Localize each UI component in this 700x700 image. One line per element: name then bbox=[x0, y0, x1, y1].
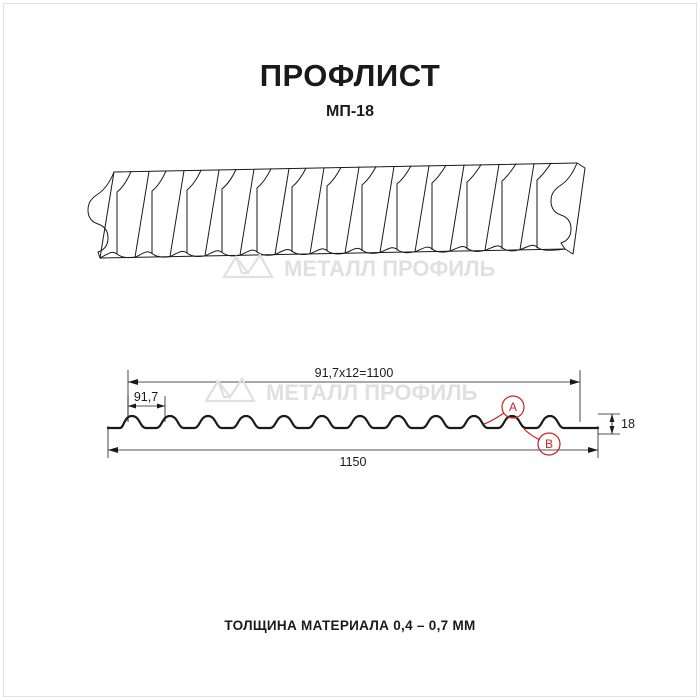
dimension-bottom-total: 1150 bbox=[339, 455, 367, 469]
profiled-sheet-cross-section bbox=[90, 352, 635, 482]
page-title: ПРОФЛИСТ bbox=[259, 58, 441, 93]
dimension-height: 18 bbox=[621, 417, 635, 431]
dimension-pitch: 91,7 bbox=[133, 390, 159, 404]
watermark-text: МЕТАЛЛ ПРОФИЛЬ bbox=[284, 256, 496, 281]
material-thickness-note: ТОЛЩИНА МАТЕРИАЛА 0,4 – 0,7 ММ bbox=[224, 618, 476, 633]
dimension-top-total: 91,7х12=1100 bbox=[314, 366, 394, 380]
watermark-text: МЕТАЛЛ ПРОФИЛЬ bbox=[266, 380, 478, 405]
profiled-sheet-isometric-view bbox=[70, 150, 630, 300]
callout-label-b: B bbox=[544, 437, 554, 451]
callout-label-a: A bbox=[508, 400, 518, 414]
product-model-subtitle: МП-18 bbox=[326, 103, 374, 120]
